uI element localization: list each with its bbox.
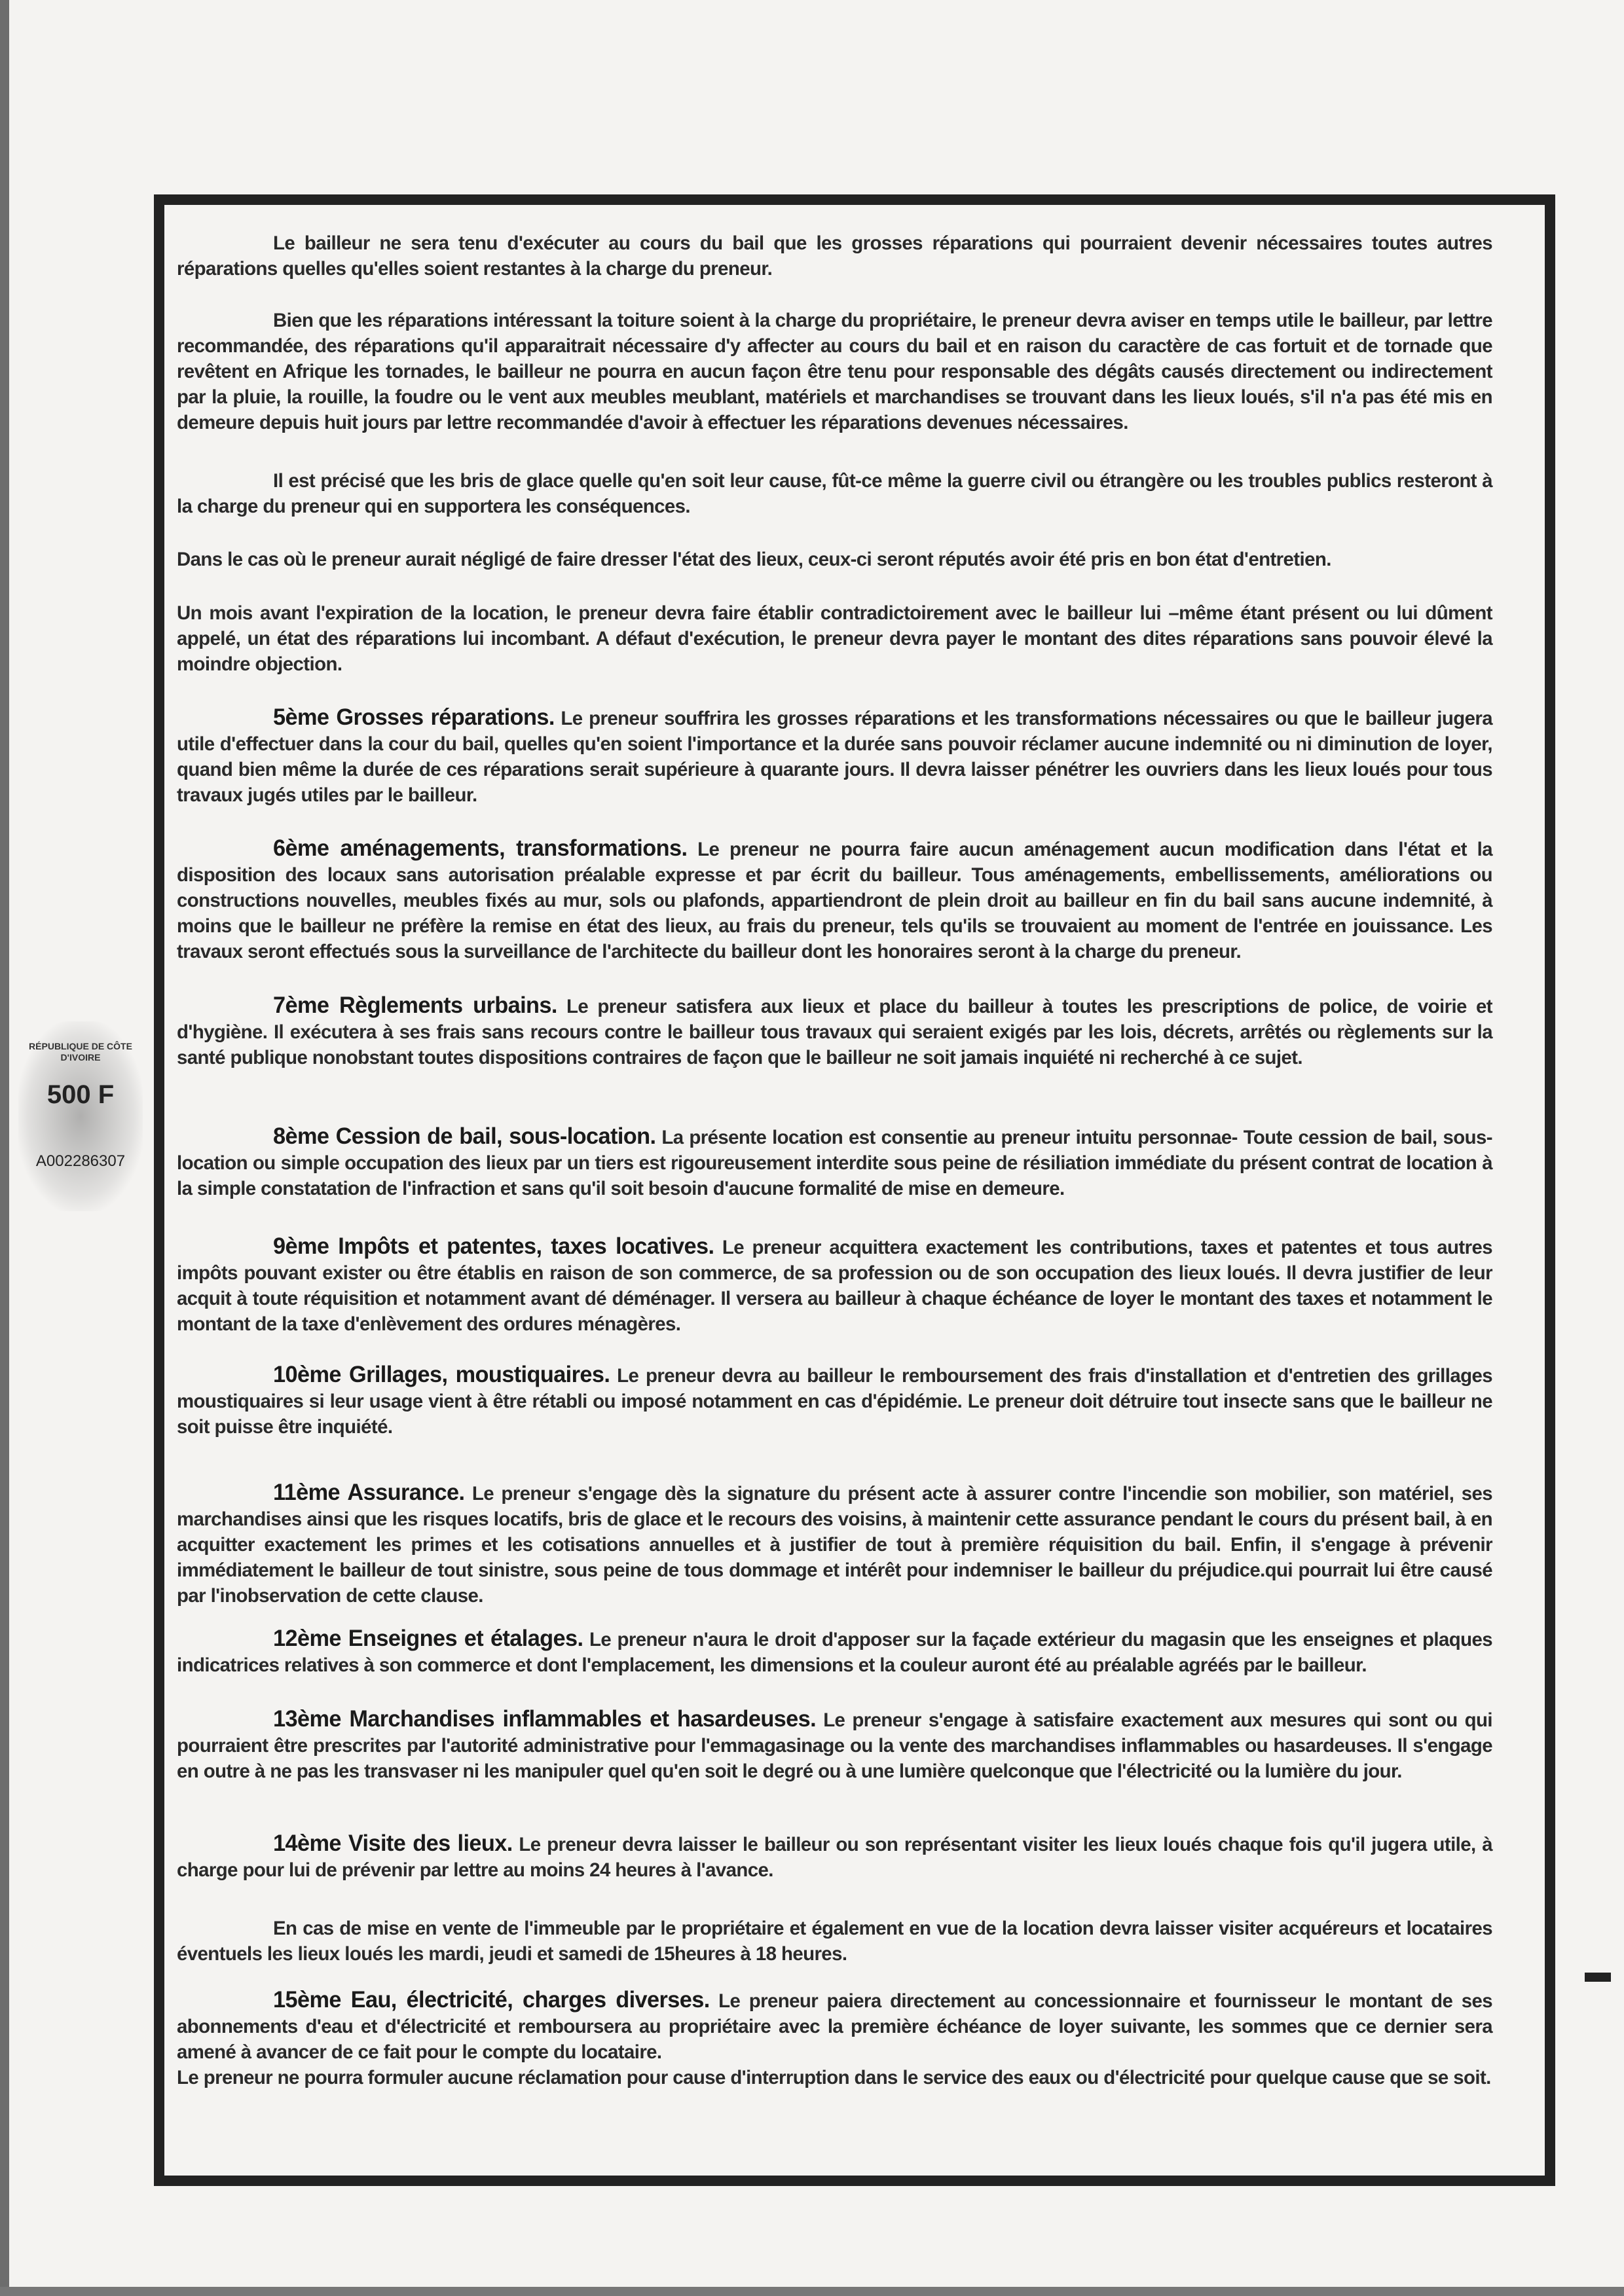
article-heading: 5ème Grosses réparations. (273, 704, 555, 730)
article-heading: 12ème Enseignes et étalages. (273, 1626, 583, 1651)
article-text: Le preneur devra au bailleur le remboursement des frais d'installation et d'entretien des grillages moustiquaires si leur usage vient à être rétabli ou imposé notamment en cas d'épidémie. Le preneur doit détruire tout insecte sans que le bailleur ne soit puisse être inquiété. (177, 1365, 1492, 1438)
article-text: Le preneur paiera directement au concessionnaire et fournisseur le montant de ses abonnements d'eau et d'électricité et remboursera au propriétaire avec la première échéance de loyer suivante, les sommes que ce dernier sera amené à avancer de ce fait pour le compte du locataire. (177, 1990, 1492, 2063)
scan-bottom-edge (0, 2287, 1624, 2296)
article-12 (177, 1626, 1492, 1678)
article-7 (177, 993, 1492, 1070)
article-14 (177, 1831, 1492, 1883)
scan-edge (0, 0, 9, 2296)
article-text-continued: Le preneur ne pourra formuler aucune réclamation pour cause d'interruption dans le service des eaux ou d'électricité pour quelque cause que se soit. (177, 2067, 1491, 2088)
paragraph-text: Un mois avant l'expiration de la location, le preneur devra faire établir contradictoirement avec le bailleur lui –même étant présent ou lui dûment appelé, un état des réparations lui incombant. A défaut d'exécution, le preneur devra payer le montant des dites réparations sans pouvoir élevé la moindre objection. (177, 602, 1492, 675)
paragraph-text: En cas de mise en vente de l'immeuble par le propriétaire et également en vue de la location devra laisser visiter acquéreurs et locataires éventuels les lieux loués les mardi, jeudi et samedi de 15heures à 18 heures. (177, 1918, 1492, 1965)
article-5 (177, 704, 1492, 808)
article-heading: 9ème Impôts et patentes, taxes locatives. (273, 1233, 714, 1259)
stamp-country: RÉPUBLIQUE DE CÔTE D'IVOIRE (29, 1041, 132, 1063)
article-11 (177, 1480, 1492, 1609)
article-15 (177, 1987, 1492, 2090)
article-10 (177, 1362, 1492, 1440)
paragraph-text: Le bailleur ne sera tenu d'exécuter au cours du bail que les grosses réparations qui pourraient devenir nécessaires toutes autres réparations quelles qu'elles soient restantes à la charge du preneur. (177, 232, 1492, 280)
article-heading: 11ème Assurance. (273, 1480, 465, 1505)
fiscal-stamp (18, 1021, 143, 1211)
paragraph-toiture (177, 308, 1492, 435)
article-heading: 14ème Visite des lieux. (273, 1831, 513, 1856)
article-text: Le preneur devra laisser le bailleur ou son représentant visiter les lieux loués chaque fois qu'il jugera utile, à charge pour lui de prévenir par lettre au moins 24 heures à l'avance. (177, 1834, 1492, 1881)
paragraph-expiration (177, 600, 1492, 677)
paragraph-bris-de-glace (177, 468, 1492, 519)
article-13 (177, 1706, 1492, 1784)
stamp-value: 500 F (46, 1080, 115, 1109)
article-text: Le preneur n'aura le droit d'apposer sur la façade extérieur du magasin que les enseignes et plaques indicatrices relatives à son commerce et dont l'emplacement, les dimensions et la couleur auront été au préalable agréés par le bailleur. (177, 1629, 1493, 1676)
paragraph-text: Il est précisé que les bris de glace quelle qu'en soit leur cause, fût-ce même la guerre civil ou étrangère ou les troubles publics resteront à la charge du preneur qui en supportera les conséquences. (177, 470, 1492, 517)
article-heading: 8ème Cession de bail, sous-location. (273, 1123, 656, 1149)
article-heading: 13ème Marchandises inflammables et hasardeuses. (273, 1706, 817, 1732)
scan-mark (1585, 1973, 1611, 1982)
article-heading: 10ème Grillages, moustiquaires. (273, 1362, 610, 1387)
article-heading: 7ème Règlements urbains. (273, 993, 557, 1018)
paragraph-mise-en-vente (177, 1916, 1492, 1967)
paragraph-grosses-reparations-intro (177, 230, 1492, 282)
article-text: Le preneur ne pourra faire aucun aménagement aucun modification dans l'état et la disposition des locaux sans autorisation préalable expresse et par écrit du bailleur. Tous aménagements, embellissements, améliorations ou constructions nouvelles, meubles fixés au mur, sols ou plafonds, appartiendront de plein droit au bailleur en fin du bail sans aucune indemnité, à moins que le bailleur ne préfère la remise en état des lieux, au frais du preneur, tels qu'ils se trouvaient au moment de l'entrée en jouissance. Les travaux seront effectués sous la surveillance de l'architecte du bailleur dont les honoraires seront à la charge du preneur. (177, 839, 1492, 962)
article-text: Le preneur s'engage dès la signature du présent acte à assurer contre l'incendie son mobilier, son matériel, ses marchandises ainsi que les risques locatifs, bris de glace et le recours des voisins, à maintenir cette assurance pendant le cours du présent bail, à en acquitter exactement les primes et les cotisations annuelles et à justifier de tout à première réquisition du bail. Enfin, il s'engage à prévenir immédiatement le bailleur de tout sinistre, sous peine de tous dommage et intérêt pour indemniser le bailleur du préjudice.qui pourrait lui être causé par l'inobservation de cette clause. (177, 1483, 1492, 1607)
paragraph-text: Bien que les réparations intéressant la toiture soient à la charge du propriétaire, le preneur devra aviser en temps utile le bailleur, par lettre recommandée, des réparations qu'il apparaitrait nécessaire d'y affecter au cours du bail et en raison du caractère de cas fortuit et de tornade que revêtent en Afrique les tornades, le bailleur ne pourra en aucun façon être tenu pour responsable des dégâts causés directement ou indirectement par la pluie, la rouille, la foudre ou le vent aux meubles meublant, matériels et marchandises se trouvant dans les lieux loués, s'il n'a pas été mis en demeure depuis huit jours par lettre recommandée d'avoir à effectuer les réparations devenues nécessaires. (177, 310, 1492, 433)
paragraph-etat-des-lieux (177, 547, 1492, 572)
stamp-serial: A002286307 (35, 1152, 126, 1170)
article-heading: 15ème Eau, électricité, charges diverses. (273, 1987, 710, 2013)
article-8 (177, 1123, 1492, 1201)
article-text: La présente location est consentie au preneur intuitu personnae- Toute cession de bail, sous-location ou simple occupation des lieux par un tiers est rigoureusement interdite sous peine de résiliation immédiate du présent contrat de location à la simple constatation de l'infraction et sans qu'il soit besoin d'aucune formalité de mise en demeure. (177, 1127, 1492, 1199)
paragraph-text: Dans le cas où le preneur aurait négligé de faire dresser l'état des lieux, ceux-ci seront réputés avoir été pris en bon état d'entretien. (177, 549, 1331, 570)
article-heading: 6ème aménagements, transformations. (273, 835, 688, 861)
article-9 (177, 1233, 1492, 1337)
article-text: Le preneur acquittera exactement les contributions, taxes et patentes et tous autres impôts pouvant exister ou être établis en raison de son commerce, de sa profession ou de son occupation des lieux loués. Il devra justifier de leur acquit à toute réquisition et notamment avant dé déménager. Il versera au bailleur à chaque échéance de loyer le montant des taxes et notamment le montant de la taxe d'enlèvement des ordures ménagères. (177, 1237, 1492, 1335)
article-text: Le preneur souffrira les grosses réparations et les transformations nécessaires ou que le bailleur jugera utile d'effectuer dans la cour du bail, quelles qu'en soient l'importance et la durée sans pouvoir réclamer aucune indemnité ou ni diminution de loyer, quand bien même la durée de ces réparations serait supérieure à quarante jours. Il devra laisser pénétrer les ouvriers dans les lieux loués pour tous travaux jugés utiles par le bailleur. (177, 708, 1492, 806)
article-text: Le preneur s'engage à satisfaire exactement aux mesures qui sont ou qui pourraient être prescrites par l'autorité administrative pour l'emmagasinage ou la vente des marchandises inflammables ou hasardeuses. Il s'engage en outre à ne pas les transvaser ni les manipuler quel qu'en soit le degré ou à une lumière quelconque que l'électricité ou la lumière du jour. (177, 1709, 1492, 1782)
article-6 (177, 835, 1492, 964)
article-text: Le preneur satisfera aux lieux et place du bailleur à toutes les prescriptions de police, de voirie et d'hygiène. Il exécutera à ses frais sans recours contre le bailleur tous travaux qui seraient exigés par les lois, décrets, arrêtés ou règlements sur la santé publique nonobstant toutes dispositions contraires de façon que le bailleur ne soit jamais inquiété ni recherché à ce sujet. (177, 996, 1492, 1068)
